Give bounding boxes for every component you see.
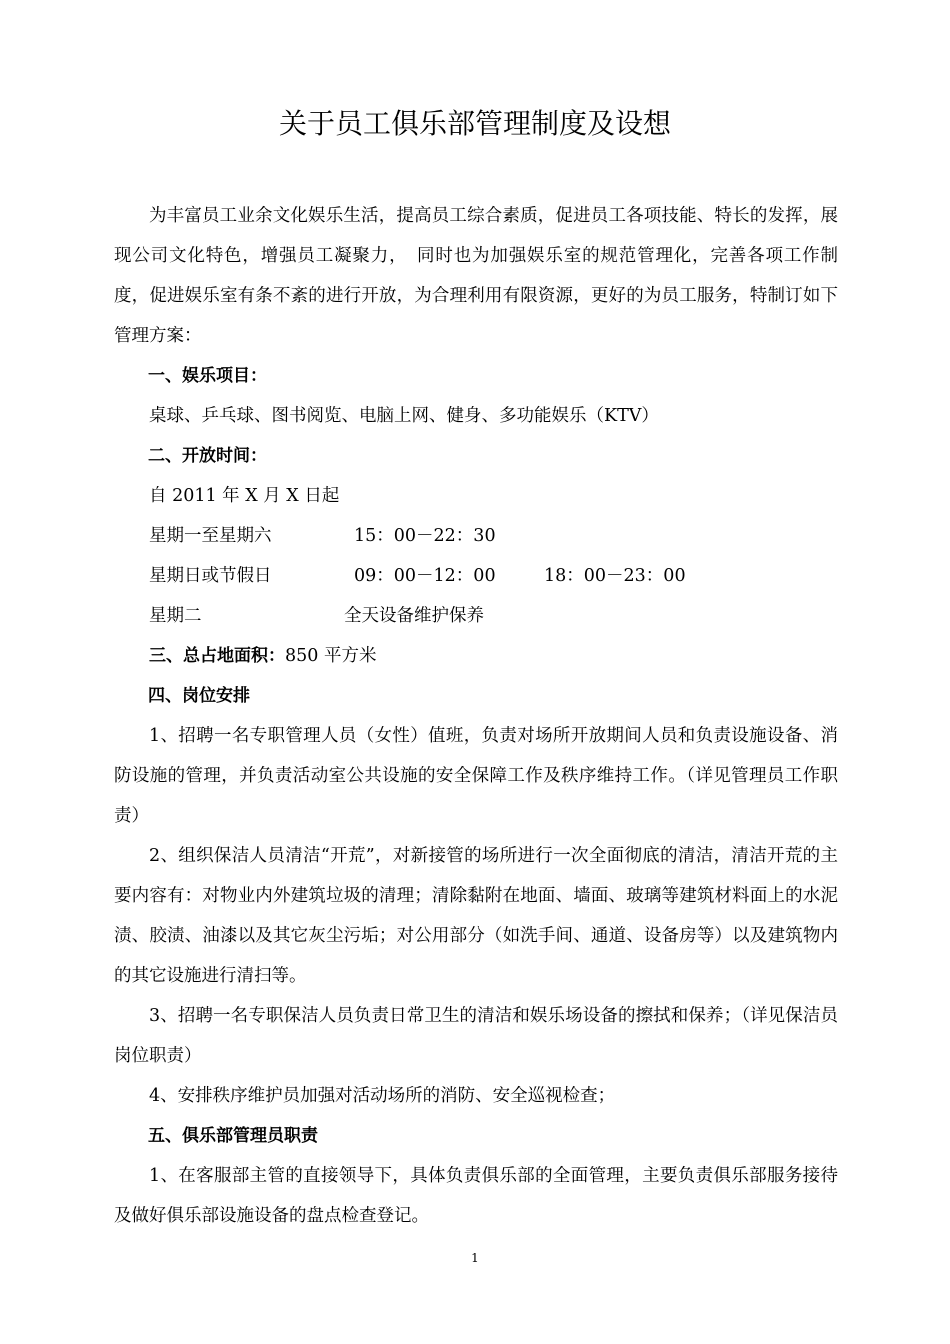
staffing-item: 2、组织保洁人员清洁“开荒”，对新接管的场所进行一次全面彻底的清洁，清洁开荒的主要内容有：对物业内外建筑垃圾的清理；清除黏附在地面、墙面、玻璃等建筑材料面上的水泥渍、胶渍、油漆以及其它灰尘污垢；对公用部分（如洗手间、通道、设备房等）以及建筑物内的其它设施进行清扫等。 <box>114 846 838 986</box>
staffing-item: 3、招聘一名专职保洁人员负责日常卫生的清洁和娱乐场设备的擦拭和保养；（详见保洁员岗位职责） <box>114 1006 838 1066</box>
schedule-row <box>114 556 838 596</box>
page-number: 1 <box>471 1251 479 1265</box>
section-heading-entertainment: 一、娱乐项目： <box>148 366 267 386</box>
area-label: 三、总占地面积： <box>149 646 285 666</box>
staffing-item: 1、招聘一名专职管理人员（女性）值班，负责对场所开放期间人员和负责设施设备、消防设施的管理，并负责活动室公共设施的安全保障工作及秩序维持工作。（详见管理员工作职责） <box>114 726 838 826</box>
opening-start-date: 自 2011 年 X 月 X 日起 <box>149 486 340 506</box>
document-title: 关于员工俱乐部管理制度及设想 <box>278 107 671 140</box>
section-heading-opening-hours: 二、开放时间： <box>148 446 267 466</box>
intro-paragraph: 为丰富员工业余文化娱乐生活，提高员工综合素质，促进员工各项技能、特长的发挥，展现公司文化特色，增强员工凝聚力， 同时也为加强娱乐室的规范管理化，完善各项工作制度，促进娱乐室有条不紊的进行开放，为合理利用有限资源，更好的为员工服务，特制订如下管理方案： <box>114 206 838 346</box>
schedule-row <box>114 596 838 636</box>
schedule-note: 全天设备维护保养 <box>344 606 484 626</box>
schedule-row <box>114 516 838 556</box>
section-heading-manager-duties: 五、俱乐部管理员职责 <box>148 1126 318 1146</box>
document-body <box>114 196 838 1236</box>
schedule-time: 15：00－22：30 <box>354 526 496 546</box>
schedule-time-second: 18：00－23：00 <box>544 566 686 586</box>
schedule-day: 星期一至星期六 <box>149 526 272 546</box>
schedule-day: 星期二 <box>149 606 202 626</box>
schedule-time: 09：00－12：00 <box>354 566 496 586</box>
section-heading-staffing: 四、岗位安排 <box>148 686 250 706</box>
schedule-day: 星期日或节假日 <box>149 566 272 586</box>
entertainment-items: 桌球、乒乓球、图书阅览、电脑上网、健身、多功能娱乐（KTV） <box>149 406 659 426</box>
area-value: 850 平方米 <box>285 646 377 666</box>
staffing-item: 4、安排秩序维护员加强对活动场所的消防、安全巡视检查； <box>149 1086 616 1106</box>
section-heading-area <box>114 636 838 676</box>
manager-duty-item: 1、在客服部主管的直接领导下，具体负责俱乐部的全面管理，主要负责俱乐部服务接待及做好俱乐部设施设备的盘点检查登记。 <box>114 1166 838 1226</box>
